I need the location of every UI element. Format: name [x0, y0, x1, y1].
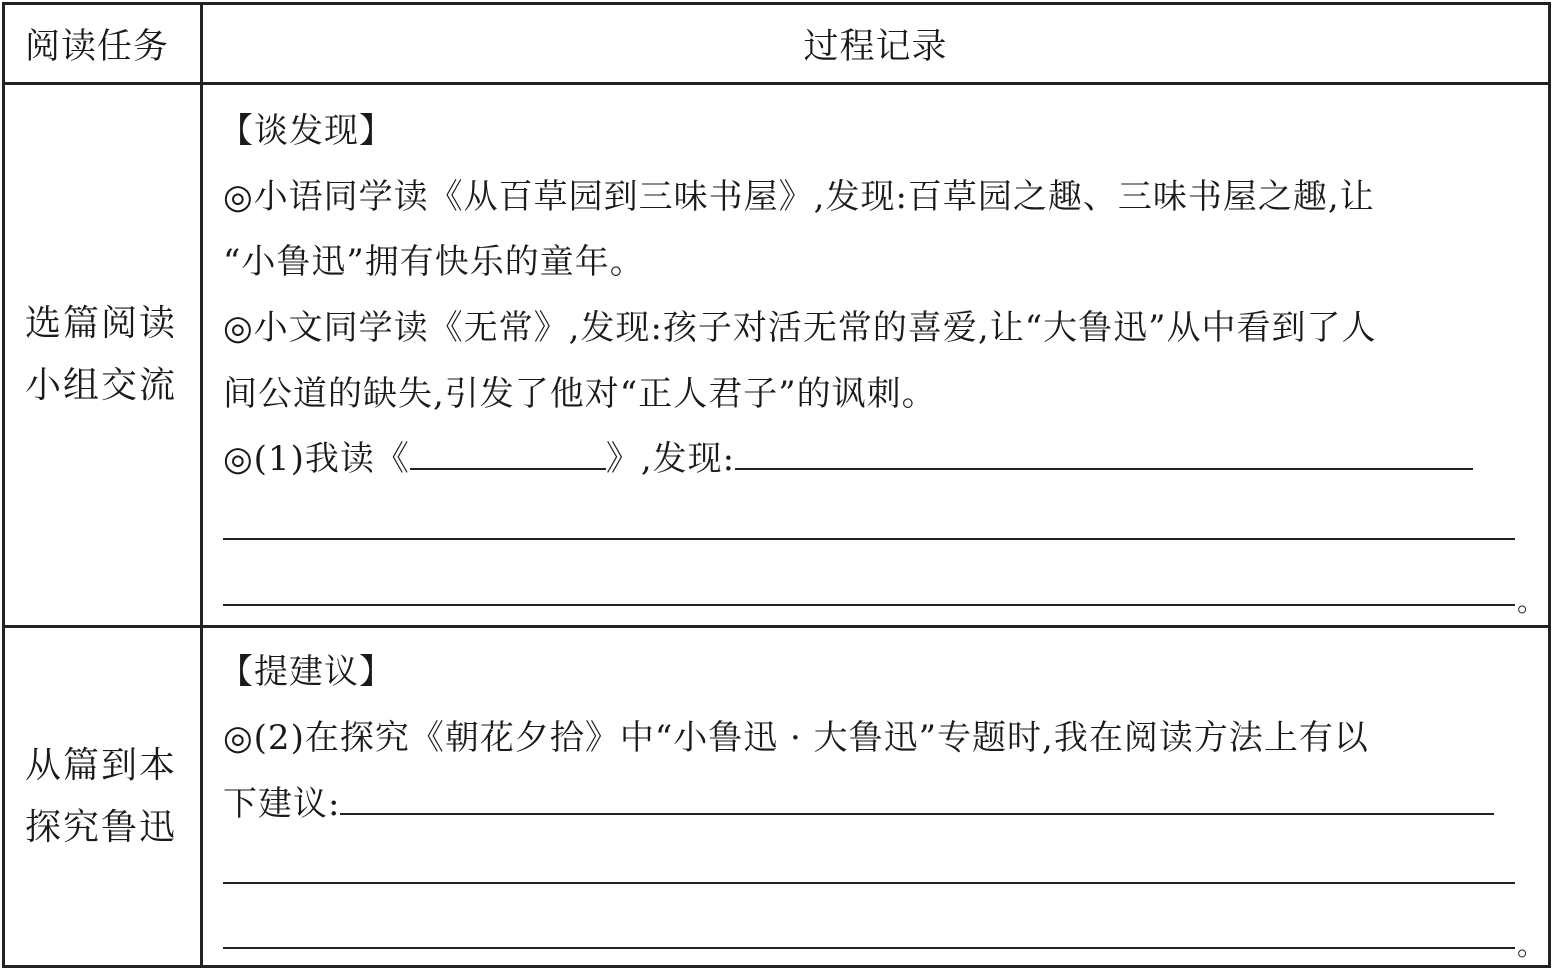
suggestion-blank-3[interactable]	[223, 947, 1515, 949]
paragraph-xiaoyu-line1: ◎小语同学读《从百草园到三味书屋》,发现:百草园之趣、三味书屋之趣,让	[223, 177, 1375, 217]
paragraph-xiaowen-line2: 间公道的缺失,引发了他对“正人君子”的讽刺。	[223, 374, 937, 414]
question-1-line	[223, 431, 1473, 480]
question-2-line2	[223, 776, 1494, 825]
suggestion-blank-2[interactable]	[223, 882, 1515, 884]
task-label-line1: 选篇阅读	[25, 303, 178, 344]
period-mark-1: 。	[1517, 585, 1547, 618]
paragraph-xiaowen-line1: ◎小文同学读《无常》,发现:孩子对活无常的喜爱,让“大鲁迅”从中看到了人	[223, 308, 1377, 348]
question-1-prefix: ◎(1)我读《	[223, 439, 410, 479]
row-select-reading	[4, 84, 1550, 627]
question-2-prefix: 下建议:	[223, 784, 341, 824]
question-1-middle: 》,发现:	[605, 439, 736, 479]
question-2-line1: ◎(2)在探究《朝花夕拾》中“小鲁迅 · 大鲁迅”专题时,我在阅读方法上有以	[223, 718, 1369, 758]
header-row	[4, 4, 1550, 84]
reading-record-table	[2, 2, 1551, 968]
discovery-blank-3[interactable]	[223, 604, 1515, 606]
task-cell-explore-luxun	[4, 627, 202, 967]
discovery-blank-2[interactable]	[223, 538, 1515, 540]
book-title-blank[interactable]	[410, 434, 606, 470]
paragraph-xiaoyu-line2: “小鲁迅”拥有快乐的童年。	[223, 242, 645, 282]
task-label-line1: 从篇到本	[25, 744, 178, 786]
record-cell-suggestions	[202, 627, 1550, 967]
header-reading-task: 阅读任务	[4, 4, 202, 84]
suggestion-blank-1[interactable]	[340, 779, 1494, 815]
section-heading-discoveries: 【谈发现】	[219, 111, 394, 151]
section-heading-suggestions: 【提建议】	[219, 652, 394, 692]
task-cell-select-reading	[4, 84, 202, 627]
discovery-blank-1[interactable]	[735, 434, 1473, 470]
task-label-line2: 探究鲁迅	[25, 806, 178, 848]
header-process-record: 过程记录	[202, 4, 1550, 84]
task-label-line2: 小组交流	[25, 365, 178, 406]
record-cell-discoveries	[202, 84, 1550, 627]
row-explore-luxun	[4, 627, 1550, 967]
period-mark-2: 。	[1517, 929, 1547, 962]
